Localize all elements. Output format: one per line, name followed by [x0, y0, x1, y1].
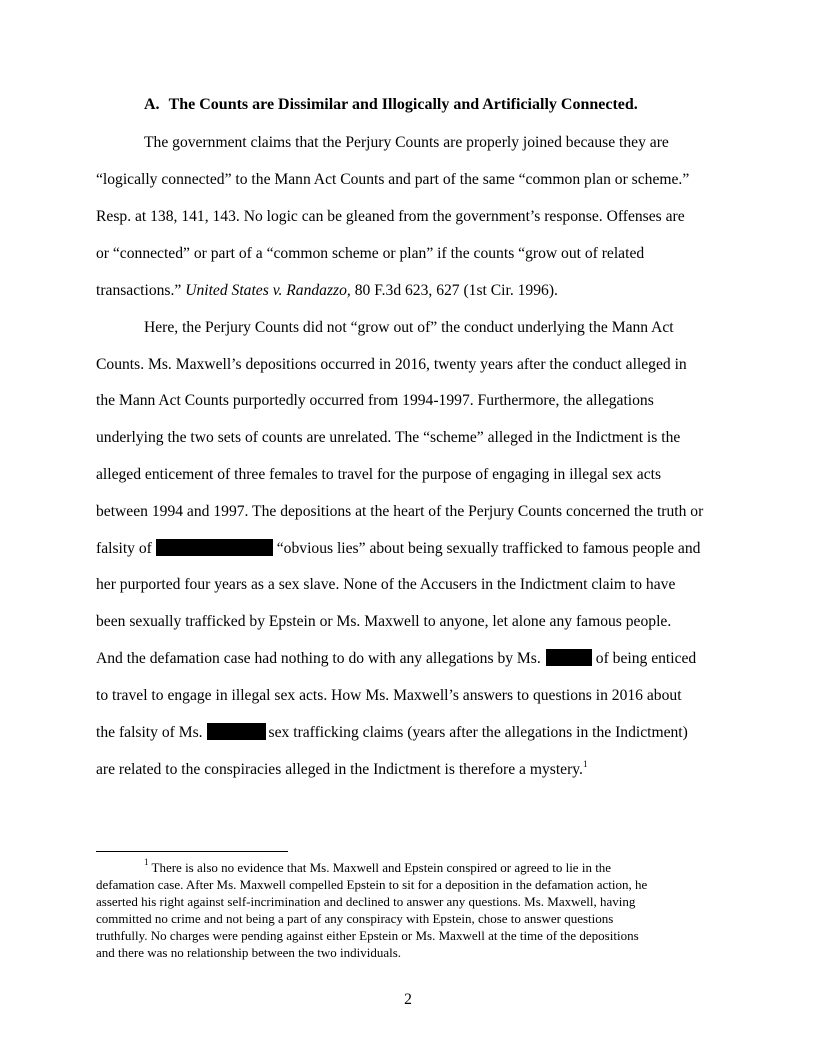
line-text: And the defamation case had nothing to do with any allegations by Ms. — [96, 650, 541, 667]
redacted-line-defamation — [96, 649, 696, 669]
footnote-text: There is also no evidence that Ms. Maxwell and Epstein conspired or agreed to lie in the — [148, 860, 612, 875]
body-line: The government claims that the Perjury Counts are properly joined because they are — [144, 134, 669, 151]
body-line: Here, the Perjury Counts did not “grow out of” the conduct underlying the Mann Act — [144, 319, 674, 336]
footnote-marker: 1 — [144, 857, 149, 867]
citation-pre: transactions.” — [96, 282, 186, 299]
footnote-line — [144, 859, 611, 876]
footnote-line: asserted his right against self-incrimination and declined to answer any questions. Ms. Maxwell, having — [96, 894, 636, 909]
footnote-line: and there was no relationship between the two individuals. — [96, 945, 402, 960]
line-text: of being enticed — [595, 650, 697, 667]
section-heading-number: A. — [144, 96, 160, 113]
redaction-block — [207, 723, 266, 740]
redaction-block — [156, 539, 273, 556]
body-line: Counts. Ms. Maxwell’s depositions occurred in 2016, twenty years after the conduct alleged in — [96, 356, 687, 373]
footnote-line: defamation case. After Ms. Maxwell compelled Epstein to sit for a deposition in the defamation action, he — [96, 877, 648, 892]
body-line: or “connected” or part of a “common scheme or plan” if the counts “grow out of related — [96, 245, 645, 262]
body-line: her purported four years as a sex slave. None of the Accusers in the Indictment claim to have — [96, 576, 676, 593]
redaction-label — [207, 723, 208, 724]
last-body-line — [96, 760, 587, 780]
case-name: United States v. Randazzo — [185, 282, 347, 299]
line-text: “obvious lies” about being sexually trafficked to famous people and — [276, 540, 701, 557]
redacted-line-claims — [96, 723, 688, 743]
page-number: 2 — [404, 991, 412, 1008]
line-text: the falsity of Ms. — [96, 724, 203, 741]
redaction-block — [546, 649, 592, 666]
citation-post: , 80 F.3d 623, 627 (1st Cir. 1996). — [346, 282, 558, 299]
citation-line — [96, 281, 558, 301]
footnote-separator — [96, 851, 288, 852]
body-line: to travel to engage in illegal sex acts. How Ms. Maxwell’s answers to questions in 2016 about — [96, 687, 682, 704]
footnote-line: truthfully. No charges were pending against either Epstein or Ms. Maxwell at the time of the depositions — [96, 928, 639, 943]
section-heading-title: The Counts are Dissimilar and Illogically and Artificially Connected. — [168, 96, 638, 113]
body-line: been sexually trafficked by Epstein or Ms. Maxwell to anyone, let alone any famous people. — [96, 613, 672, 630]
body-line: the Mann Act Counts purportedly occurred from 1994-1997. Furthermore, the allegations — [96, 392, 654, 409]
footnote-reference[interactable]: 1 — [582, 759, 588, 769]
redaction-label — [156, 539, 157, 540]
body-line: alleged enticement of three females to travel for the purpose of engaging in illegal sex acts — [96, 466, 662, 483]
redaction-label — [546, 649, 547, 650]
body-line: underlying the two sets of counts are unrelated. The “scheme” alleged in the Indictment is the — [96, 429, 681, 446]
section-heading — [144, 96, 638, 114]
line-text: sex trafficking claims (years after the allegations in the Indictment) — [268, 724, 688, 741]
footnote-line: committed no crime and not being a part of any conspiracy with Epstein, chose to answer questions — [96, 911, 614, 926]
body-line: between 1994 and 1997. The depositions at the heart of the Perjury Counts concerned the truth or — [96, 503, 704, 520]
line-text: are related to the conspiracies alleged in the Indictment is therefore a mystery. — [96, 761, 583, 778]
body-line: Resp. at 138, 141, 143. No logic can be gleaned from the government’s response. Offenses are — [96, 208, 685, 225]
redacted-line-falsity — [96, 539, 700, 559]
body-line: “logically connected” to the Mann Act Counts and part of the same “common plan or scheme.” — [96, 171, 690, 188]
line-text: falsity of — [96, 540, 156, 557]
